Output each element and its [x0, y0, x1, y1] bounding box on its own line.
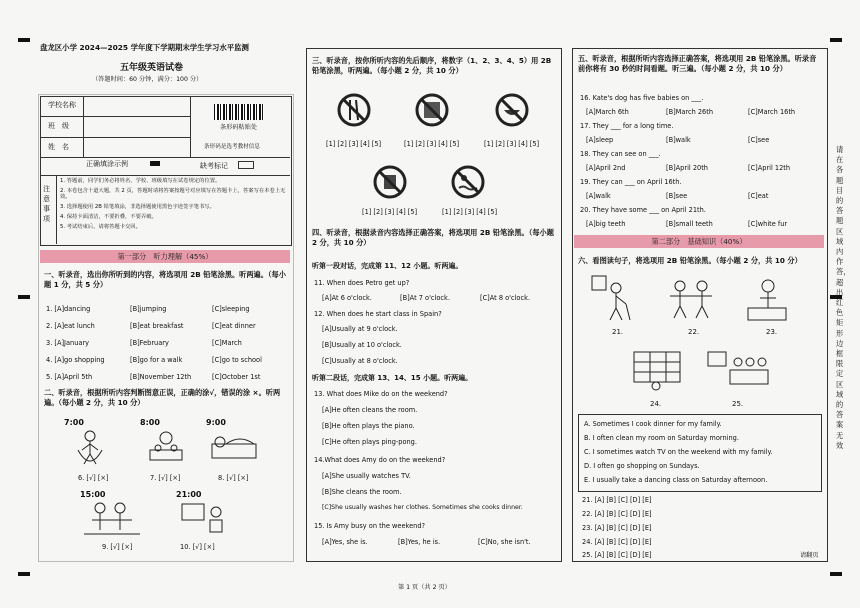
- question-19: 19. They can ___ on April 16th.: [580, 178, 682, 186]
- note-item: 5. 考试结束后，请将答题卡交回。: [60, 224, 141, 231]
- picture-family-tv: [704, 346, 770, 396]
- no-eating-icon: [494, 92, 530, 132]
- timing-mark: [18, 572, 30, 576]
- question-20: 20. They have some ___ on April 21th.: [580, 206, 706, 214]
- time-label: 15:00: [80, 490, 106, 499]
- option-a[interactable]: [A]walk: [586, 192, 611, 200]
- option-b[interactable]: [B]go for a walk: [130, 356, 183, 364]
- question-13: 13. What does Mike do on the weekend?: [314, 390, 448, 398]
- option-b[interactable]: [B]At 7 o'clock.: [400, 294, 450, 302]
- exam-time: （答题时间：60 分钟，满分：100 分）: [92, 76, 203, 83]
- time-label: 7:00: [64, 418, 84, 427]
- option-b[interactable]: [B]jumping: [130, 305, 167, 313]
- note-item: 2. 本卷包含十道大题，共 2 页，答题时请将答案按题号对应填写在答题卡上，答案写在本卷上无效。: [60, 188, 286, 201]
- option-b[interactable]: [B]He often plays the piano.: [322, 422, 415, 430]
- pic-label: 21.: [612, 328, 624, 336]
- no-knife-icon: [336, 92, 372, 132]
- next-page-label: 请翻页: [800, 552, 819, 559]
- pic-label: 25.: [732, 400, 744, 408]
- sentence-e: E. I usually take a dancing class on Saturday afternoon.: [584, 476, 768, 484]
- q1-row: 2. [A]eat lunch: [46, 322, 95, 330]
- q1-row: 1. [A]dancing: [46, 305, 91, 313]
- q2-title: 二、听录音，根据所听内容判断图意正误，正确的涂√，错误的涂 ×。听两遍。（每小题 2 分，共 10 分）: [44, 388, 281, 408]
- name-label: 姓 名: [48, 143, 69, 151]
- sentence-d: D. I often go shopping on Sundays.: [584, 462, 700, 470]
- q3-order-options[interactable]: [1] [2] [3] [4] [5]: [484, 140, 540, 148]
- option-a[interactable]: [A]eat lunch: [54, 322, 95, 330]
- option-a[interactable]: [A]sleep: [586, 136, 614, 144]
- side-note: 请在各题目的答题区域内作答，超出红色矩形边框限定区域的答案无效: [836, 145, 851, 450]
- q2-answer[interactable]: 6. [√] [×]: [78, 474, 109, 482]
- note-item: 3. 选择题使用 2B 铅笔填涂，非选择题使用黑色字迹签字笔书写。: [60, 204, 215, 211]
- q3-order-options[interactable]: [1] [2] [3] [4] [5]: [404, 140, 460, 148]
- timing-mark: [830, 572, 842, 576]
- option-b[interactable]: [B]February: [130, 339, 169, 347]
- question-16: 16. Kate's dog has five babies on ___.: [580, 94, 704, 102]
- note-item: 4. 保持卡面清洁，不要折叠，不要弄破。: [60, 214, 157, 221]
- option-c[interactable]: [C]April 12th: [748, 164, 791, 172]
- q6-title: 六、看图读句子，将选项用 2B 铅笔涂黑。（每小题 2 分，共 10 分）: [578, 256, 802, 265]
- sentence-c: C. I sometimes watch TV on the weekend with my family.: [584, 448, 773, 456]
- option-a[interactable]: [A]go shopping: [54, 356, 105, 364]
- answer-row-23[interactable]: 23. [A] [B] [C] [D] [E]: [582, 524, 652, 532]
- picture-cooking: [742, 274, 792, 324]
- barcode-label: 条形码粘贴处: [220, 124, 258, 131]
- question-18: 18. They can see on ___.: [580, 150, 661, 158]
- time-label: 8:00: [140, 418, 160, 427]
- option-b[interactable]: [B]small teeth: [666, 220, 713, 228]
- q2-answer[interactable]: 9. [√] [×]: [102, 543, 133, 551]
- pic-label: 22.: [688, 328, 700, 336]
- timing-mark: [830, 38, 842, 42]
- option-c[interactable]: [C]Usually at 8 o'clock.: [322, 357, 398, 365]
- sentence-b: B. I often clean my room on Saturday morning.: [584, 434, 739, 442]
- q3-order-options[interactable]: [1] [2] [3] [4] [5]: [326, 140, 382, 148]
- timing-mark: [18, 38, 30, 42]
- option-b[interactable]: [B]eat breakfast: [130, 322, 184, 330]
- option-c[interactable]: [C]March 16th: [748, 108, 796, 116]
- option-a[interactable]: [A]April 5th: [54, 373, 93, 381]
- q2-answer[interactable]: 8. [√] [×]: [218, 474, 249, 482]
- q1-row: 3. [A]January: [46, 339, 90, 347]
- class-label: 班 级: [48, 122, 69, 130]
- picture-cleaning: [590, 274, 636, 324]
- barcode-note: 条形码是选考教材信息: [204, 144, 260, 150]
- answer-row-21[interactable]: 21. [A] [B] [C] [D] [E]: [582, 496, 652, 504]
- option-a[interactable]: [A]She usually watches TV.: [322, 472, 411, 480]
- exam-title: 盘龙区小学 2024—2025 学年度下学期期末学生学习水平监测: [40, 43, 249, 52]
- option-a[interactable]: [A]April 2nd: [586, 164, 626, 172]
- option-c[interactable]: [C]March: [212, 339, 242, 347]
- no-book-icon: [414, 92, 450, 132]
- option-b[interactable]: [B]Usually at 10 o'clock.: [322, 341, 402, 349]
- dialog2-label: 听第二段话，完成第 13、14、15 小题。听两遍。: [312, 374, 473, 382]
- q3-title: 三、听录音，按你所听内容的先后顺序，将数字（1、2、3、4、5）用 2B 铅笔涂黑，听两遍。（每小题 2 分，共 10 分）: [312, 56, 552, 76]
- option-a[interactable]: [A]January: [54, 339, 90, 347]
- pic-label: 23.: [766, 328, 778, 336]
- picture-dancing: [664, 274, 718, 324]
- part1-band: 第一部分 听力理解（45%）: [40, 250, 290, 263]
- no-swimming-icon: [450, 164, 486, 204]
- option-c[interactable]: [C]go to school: [212, 356, 262, 364]
- answer-row-22[interactable]: 22. [A] [B] [C] [D] [E]: [582, 510, 652, 518]
- dialog1-label: 听第一段对话，完成第 11、12 小题。听两遍。: [312, 262, 463, 270]
- q4-title: 四、听录音，根据录音内容选择正确答案，将选项用 2B 铅笔涂黑。（每小题 2 分，共 10 分）: [312, 228, 554, 248]
- absent-label: 缺考标记: [200, 162, 228, 170]
- option-b[interactable]: [B]November 12th: [130, 373, 192, 381]
- sample-label: 正确填涂示例: [86, 160, 128, 168]
- option-b[interactable]: [B]She cleans the room.: [322, 488, 402, 496]
- exam-subject: 五年级英语试卷: [120, 63, 184, 73]
- option-c[interactable]: [C]see: [748, 136, 770, 144]
- option-b[interactable]: [B]Yes, he is.: [398, 538, 441, 546]
- left-frame: [38, 94, 294, 562]
- question-12: 12. When does he start class in Spain?: [314, 310, 442, 318]
- note-item: 1. 答题前，同学们务必将姓名、学校、班级填写在试卷规定的位置。: [60, 178, 221, 184]
- option-b[interactable]: [B]see: [666, 192, 688, 200]
- option-b[interactable]: [B]April 20th: [666, 164, 708, 172]
- option-a[interactable]: [A]At 6 o'clock.: [322, 294, 372, 302]
- q1-row: 5. [A]April 5th: [46, 373, 93, 381]
- answer-row-24[interactable]: 24. [A] [B] [C] [D] [E]: [582, 538, 652, 546]
- time-label: 9:00: [206, 418, 226, 427]
- question-15: 15. Is Amy busy on the weekend?: [314, 522, 426, 530]
- picture-shopping: [630, 346, 684, 396]
- q3-order-options[interactable]: [1] [2] [3] [4] [5]: [442, 208, 498, 216]
- q3-order-options[interactable]: [1] [2] [3] [4] [5]: [362, 208, 418, 216]
- option-c[interactable]: [C]white fur: [748, 220, 788, 228]
- no-drinking-icon: [372, 164, 408, 204]
- question-14: 14.What does Amy do on the weekend?: [314, 456, 446, 464]
- page-footer: 第 1 页（共 2 页）: [398, 584, 451, 591]
- option-b[interactable]: [B]walk: [666, 136, 691, 144]
- option-c[interactable]: [C]October 1st: [212, 373, 261, 381]
- notes-title: 注意事项: [43, 185, 50, 223]
- option-c[interactable]: [C]sleeping: [212, 305, 250, 313]
- option-a[interactable]: [A]Yes, she is.: [322, 538, 368, 546]
- option-b[interactable]: [B]March 26th: [666, 108, 714, 116]
- option-c[interactable]: [C]No, she isn't.: [478, 538, 531, 546]
- question-17: 17. They ___ for a long time.: [580, 122, 674, 130]
- q1-row: 4. [A]go shopping: [46, 356, 105, 364]
- option-a[interactable]: [A]dancing: [54, 305, 91, 313]
- option-a[interactable]: [A]March 6th: [586, 108, 629, 116]
- option-a[interactable]: [A]He often cleans the room.: [322, 406, 418, 414]
- pic-label: 24.: [650, 400, 662, 408]
- q5-title: 五、听录音，根据所听内容选择正确答案，将选项用 2B 铅笔涂黑。听录音前你将有 30 秒的时间看题。听三遍。（每小题 2 分，共 10 分）: [578, 54, 817, 74]
- option-c[interactable]: [C]She usually washes her clothes. Sometimes she cooks dinner.: [322, 504, 523, 511]
- q2-answer[interactable]: 10. [√] [×]: [180, 543, 215, 551]
- option-a[interactable]: [A]Usually at 9 o'clock.: [322, 325, 398, 333]
- question-11: 11. When does Petro get up?: [314, 279, 410, 287]
- q1-title: 一、听录音，选出你所听到的内容，将选项用 2B 铅笔涂黑。听两遍。（每小题 1 分，共 5 分）: [44, 270, 286, 290]
- option-c[interactable]: [C]At 8 o'clock.: [480, 294, 530, 302]
- option-a[interactable]: [A]big teeth: [586, 220, 626, 228]
- part2-band: 第二部分 基础知识（40%）: [574, 235, 824, 248]
- time-label: 21:00: [176, 490, 202, 499]
- q2-answer[interactable]: 7. [√] [×]: [150, 474, 181, 482]
- answer-row-25[interactable]: 25. [A] [B] [C] [D] [E]: [582, 551, 652, 559]
- option-c[interactable]: [C]eat: [748, 192, 769, 200]
- option-c[interactable]: [C]eat dinner: [212, 322, 256, 330]
- sentence-a: A. Sometimes I cook dinner for my family.: [584, 420, 722, 428]
- timing-mark: [18, 295, 30, 299]
- option-c[interactable]: [C]He often plays ping-pong.: [322, 438, 417, 446]
- school-label: 学校名称: [48, 101, 76, 109]
